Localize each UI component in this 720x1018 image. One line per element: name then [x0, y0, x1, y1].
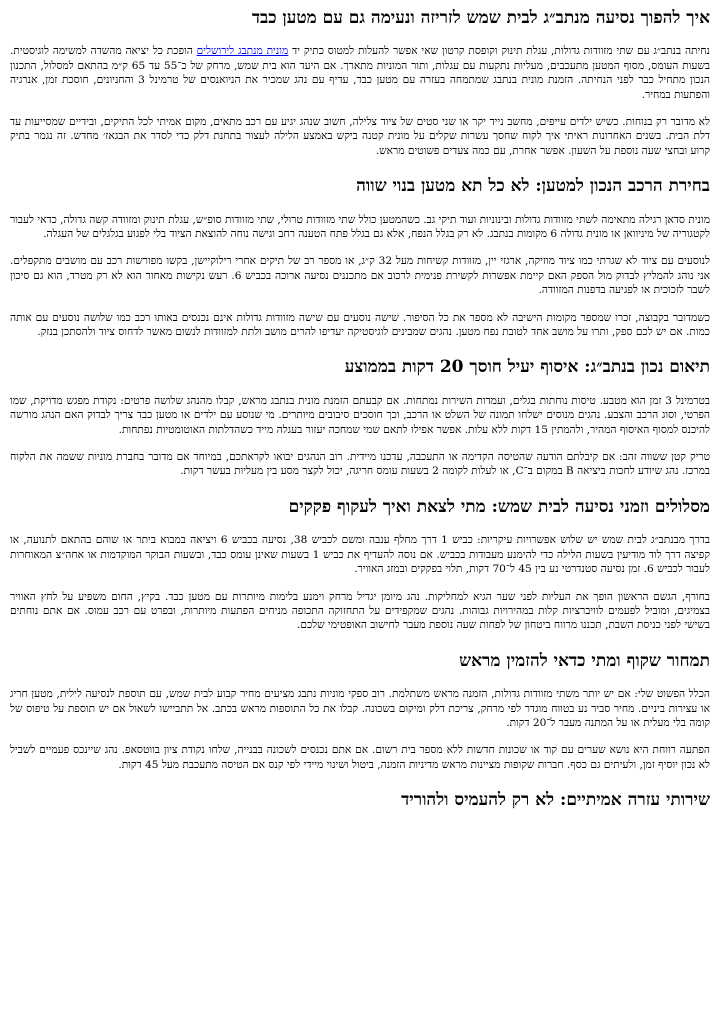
services-section	[10, 790, 710, 810]
intro-paragraph-2: לא מדובר רק בנוחות. כשיש ילדים עייפים, מחשב נייד יקר או שני סטים של ציוד צלילה, חשוב שנהג יגיע עם רכב מתאים, מקום אמיתי לכל התיקים, ובידיים שמסייעות עד דלת הבית. בשנים האחרונות ראיתי איך לקוח שחסך עשרות שקלים על מונית קטנה ביקש באמצע הלילה לעצור בתחנת דלק כדי לסדר את הבגאז׳ מחדש. זה נגמר בתיק קרוע ובחצי שעה נוספת על השעון. אפשר אחרת, עם כמה צעדים פשוטים מראש.	[10, 116, 710, 157]
intro-paragraph-1-after: הופכת כל יציאה מהשדה למשימה לוגיסטית. בשעות העומס, מסוף המטען מתעכבים, מעליות נתקעות עם עגלות, ותור המוניות מתארך. אם היעד הוא בית שמש, מרחק של כ־55 עד 65 ק״מ בהתאם למסלול, התכנון הנכון מתחיל כבר לפני הנחיתה. הזמנת מונית בנתבג שמתמחה בעזרה עם מטען כבד, עדיף עם נהג שמכיר את הניואנסים של טרמינל 3 והחניונים, חוסכת זמן, אנרגיה והפתעות במחיר.	[10, 45, 710, 101]
intro-paragraph-1	[10, 44, 710, 102]
vehicle-paragraph-3: כשמדובר בקבוצה, זכרו שמספר מקומות הישיבה לא מספר את כל הסיפור. שישה נוסעים עם שישה מזוודות גדולות אינם נכנסים באותו רכב כמו שלושה נוסעים עם אותה כמות. אם יש לכם ספק, ותרו על מושב אחד לטובת נפח מטען. נהגים שמבינים לוגיסטיקה יעדיפו להרים מושב ולתת למזוודות לנשום מאשר לדחוס ציוד ולהסתכן בנזק.	[10, 311, 710, 339]
routes-section-heading: מסלולים וזמני נסיעה לבית שמש: מתי לצאת ואיך לעקוף פקקים	[288, 496, 710, 517]
pickup-paragraph-2: טריק קטן ששווה זהב: אם קיבלתם הודעה שהטיסה הקדימה או התעכבה, עדכנו מיידית. רוב הנהגים יבואו לקראתכם, במיוחד אם מדובר בחברת מוניות ששמה את הלקוח במרכז. נהג שיודע לחכות ביציאה B במקום ב־C, או לעלות לקומה 2 בשעות עומס חריגה, יכול לקצר מסע בין מעליות בעשר דקות.	[10, 451, 710, 478]
taxi-jerusalem-link[interactable]: מונית מנתבג לירושלים	[196, 45, 289, 58]
pickup-paragraph-1: בטרמינל 3 זמן הוא מטבע. טיסות נוחתות בגלים, ועמדות השירות נמתחות. אם קבעתם הזמנת מונית בנתבג מראש, קבלו מהנהג שלושה פרטים: נקודת מפגש מדויקת, שמו הפרטי, וסוג הרכב והצבע. נהגים מנוסים ישלחו תמונה של השלט או הרכב, וכך חוסכים סיבובים מיותרים. מי שנוסע עם ילדים או מטען כבד צריך לבדוק האם הנהג מורשה להיכנס למסוף האיסוף המהיר, ולהמתין 15 דקות ללא עלות. אפשר אפילו לתאם שמי שמחכה יעזור בעגלה מייד כשהדלתות האוטומטיות נפתחות.	[10, 394, 710, 436]
pricing-paragraph-1: הכלל הפשוט שלי: אם יש יותר משתי מזוודות גדולות, הזמנה מראש משתלמת. רוב ספקי מוניות נתבג מציעים מחיר קבוע לבית שמש, עם תוספת לנסיעה לילית, מטען חריג או עצירות ביניים. מחיר סביר נע בטווח מוגדר לפי מרחק, צריכת דלק ומיקום בשכונה. קבלו את כל התוספות מראש בכתב. אל תתביישו לשאול אם יש תוספת על טיפוס של קומה בלי מעלית או על המתנה מעבר ל־20 דקות.	[10, 688, 710, 729]
pickup-section-heading: תיאום נכון בנתב״ג: איסוף יעיל חוסך 20 דקות בממוצע	[344, 357, 710, 378]
routes-section	[10, 497, 710, 633]
intro-paragraph-1-before: נחיתה בנתב״ג עם שתי מזוודות גדולות, עגלת תינוק וקופסת קרטון שאי אפשר להעלות למטוס כתיק יד	[288, 45, 710, 58]
pricing-section-heading: תמחור שקוף ומתי כדאי להזמין מראש	[459, 650, 710, 671]
vehicle-paragraph-1: מונית סדאן רגילה מתאימה לשתי מזוודות גדולות ובינוניות ועוד תיקי גב. כשהמטען כולל שתי מזוודות טרולי, שתי מזוודות סופ״ש, עגלת תינוק ומזוודה קשה גדולה, כדאי לעבור לקטגוריה של מיניוואן או מונית גדולה 6 מקומות בנתבג. לא רק בגלל הנפח, אלא גם בגלל פתח הטענה רחב וגישה נוחה להוצאת הציוד בלי לפגוע בגלגלים של העגלה.	[10, 213, 710, 241]
article-title: איך להפוך נסיעה מנתב״ג לבית שמש לזריזה ונעימה גם עם מטען כבד	[251, 8, 710, 28]
pricing-paragraph-2: הפתעה רווחת היא נושא שערים עם קוד או שכונות חדשות ללא מספר בית רשום. אם אתם נכנסים לשכונה בבנייה, שלחו נקודת ציון בווטסאפ. נהג שיינכס פעמיים לשביל לא נכון יוסיף זמן, ולעיתים גם כסף. חברות שקופות מציינות מראש מדיניות הזמנה, ביטול ושינוי מיידי לפי קנס אם הטיסה מתעכבת מעל 45 דקות.	[10, 744, 710, 771]
intro-section	[10, 44, 710, 158]
routes-paragraph-1: בדרך מבנתב״ג לבית שמש יש שלוש אפשרויות עיקריות: כביש 1 דרך מחלף ענבה ומשם לכביש 38, נסיעה בכביש 6 ויציאה במבוא ביתר או שוהם בהתאם לתנועה, או קפיצה דרך לוד מודיעין בשעות הלילה כדי להימנע מעבודות בכביש. אם נוסה להעדיף את כביש 1 בשעות שאינן עומס כבד, ובשעות הבוקר המוקדמות או אחה״צ המאוחרות לעבור לכביש 6. זמן נסיעה סטנדרטי נע בין 45 ל־70 דקות, תלוי בפקקים ובמזג האוויר.	[10, 534, 710, 576]
vehicle-section-heading: בחירת הרכב הנכון למטען: לא כל תא מטען בנוי שווה	[356, 176, 710, 197]
routes-paragraph-2: בחורף, הגשם הראשון הופך את העליות לפני שער הגיא למחליקות. נהג מיומן יגדיל מרחק וימנע בלימות מיותרות עם מטען כבד. בקיץ, החום משפיע על לחץ האוויר בצמיגים, ומוביל לפעמים לוויברציות קלות במהירויות גבוהות. נהגים שמקפידים על התחזוקה התכופה מניחים הפתעות מיותרות, ובפרט עם רכב עמוס. אם אתם נוחתים בשישי לפני כניסת השבת, תכננו מרווח ביטחון של לפחות שעה נוספת מעבר לחישוב האופטימי שלכם.	[10, 590, 710, 632]
vehicle-section	[10, 176, 710, 339]
pickup-section	[10, 357, 710, 478]
services-section-heading: שירותי עזרה אמיתיים: לא רק להעמיס ולהוריד	[401, 790, 710, 811]
pricing-section	[10, 651, 710, 772]
vehicle-paragraph-2: לנוסעים עם ציוד לא שגרתי כמו ציוד מוזיקה, ארגזי יין, מזוודות קשיחות מעל 32 ק״ג, או מספר רב של תיקים אחרי רילוקיישן, בקשו מפורשות רכב עם מושבים מתקפלים. אני נוהג להמליץ לבדוק מול הספק האם קיימת אפשרות לקשירת פנימית לרכוב אם מתכננים נסיעה ארוכה בכביש 6. רעש נקישות מאחור הוא לא רק מטרד, הוא גם סיכון לשבר לזכוכית או לפגיעה בדפנות המזוודה.	[10, 255, 710, 297]
